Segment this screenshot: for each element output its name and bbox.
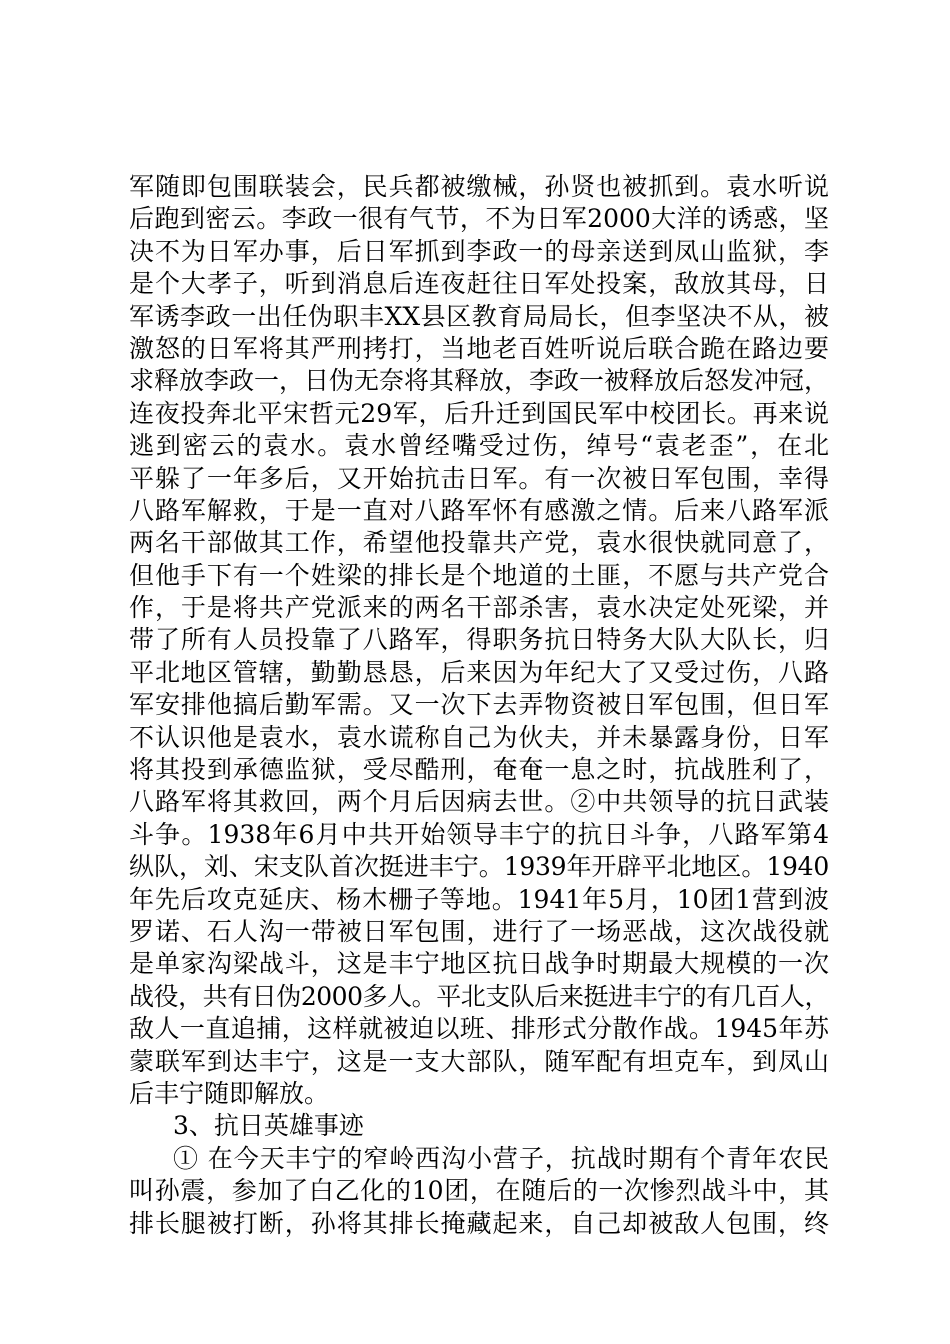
text-line: 年先后攻克延庆、杨木栅子等地。1941年5月，10团1营到波: [129, 884, 829, 914]
text-line: 平北地区管辖，勤勤恳恳，后来因为年纪大了又受过伤，八路: [129, 657, 829, 687]
text-line: 带了所有人员投靠了八路军，得职务抗日特务大队大队长，归: [129, 625, 829, 655]
text-line: 战役，共有日伪2000多人。平北支队后来挺进丰宁的有几百人，: [129, 981, 829, 1011]
text-line: 排长腿被打断，孙将其排长掩藏起来，自己却被敌人包围，终: [129, 1208, 829, 1238]
text-line: 八路军将其救回，两个月后因病去世。②中共领导的抗日武装: [129, 787, 829, 817]
text-line: 军安排他搞后勤军需。又一次下去弄物资被日军包围，但日军: [129, 690, 829, 720]
section-heading: 3、抗日英雄事迹: [173, 1111, 364, 1141]
text-line: 后跑到密云。李政一很有气节，不为日军2000大洋的诱惑，坚: [129, 204, 829, 234]
text-line: 是个大孝子，听到消息后连夜赶往日军处投案，敌放其母，日: [129, 269, 829, 299]
text-line: 是单家沟梁战斗，这是丰宁地区抗日战争时期最大规模的一次: [129, 949, 829, 979]
text-line: 两名干部做其工作，希望他投靠共产党，袁水很快就同意了，: [129, 528, 829, 558]
text-line: ① 在今天丰宁的窄岭西沟小营子，抗战时期有个青年农民: [173, 1143, 829, 1173]
text-line: 决不为日军办事，后日军抓到李政一的母亲送到凤山监狱，李: [129, 236, 829, 266]
text-line: 叫孙震，参加了白乙化的10团，在随后的一次惨烈战斗中，其: [129, 1176, 829, 1206]
text-line: 但他手下有一个姓梁的排长是个地道的土匪，不愿与共产党合: [129, 560, 829, 590]
text-line: 平躲了一年多后，又开始抗击日军。有一次被日军包围，幸得: [129, 463, 829, 493]
text-line: 纵队，刘、宋支队首次挺进丰宁。1939年开辟平北地区。1940: [129, 852, 829, 882]
text-line: 军诱李政一出任伪职丰XX县区教育局局长，但李坚决不从，被: [129, 301, 829, 331]
text-line: 将其投到承德监狱，受尽酷刑，奄奄一息之时，抗战胜利了，: [129, 755, 829, 785]
text-line: 连夜投奔北平宋哲元29军，后升迁到国民军中校团长。再来说: [129, 398, 829, 428]
text-line: 蒙联军到达丰宁，这是一支大部队，随军配有坦克车，到凤山: [129, 1046, 829, 1076]
text-line: 激怒的日军将其严刑拷打，当地老百姓听说后联合跪在路边要: [129, 333, 829, 363]
text-line: 求释放李政一，日伪无奈将其释放，李政一被释放后怒发冲冠，: [129, 366, 830, 396]
text-line: 作，于是将共产党派来的两名干部杀害，袁水决定处死梁，并: [129, 593, 829, 623]
text-line: 不认识他是袁水，袁水谎称自己为伙夫，并未暴露身份，日军: [129, 722, 829, 752]
text-line: 逃到密云的袁水。袁水曾经嘴受过伤，绰号“袁老歪”，在北: [129, 431, 829, 461]
text-line: 敌人一直追捕，这样就被迫以班、排形式分散作战。1945年苏: [129, 1014, 829, 1044]
text-line: 军随即包围联装会，民兵都被缴械，孙贤也被抓到。袁水听说: [129, 172, 829, 201]
text-line: 后丰宁随即解放。: [129, 1078, 330, 1108]
text-line: 罗诺、石人沟一带被日军包围，进行了一场恶战，这次战役就: [129, 916, 829, 946]
body-text: [129, 171, 829, 1240]
text-line: 斗争。1938年6月中共开始领导丰宁的抗日斗争，八路军第4: [129, 819, 829, 849]
text-line: 八路军解救，于是一直对八路军怀有感激之情。后来八路军派: [129, 495, 829, 525]
